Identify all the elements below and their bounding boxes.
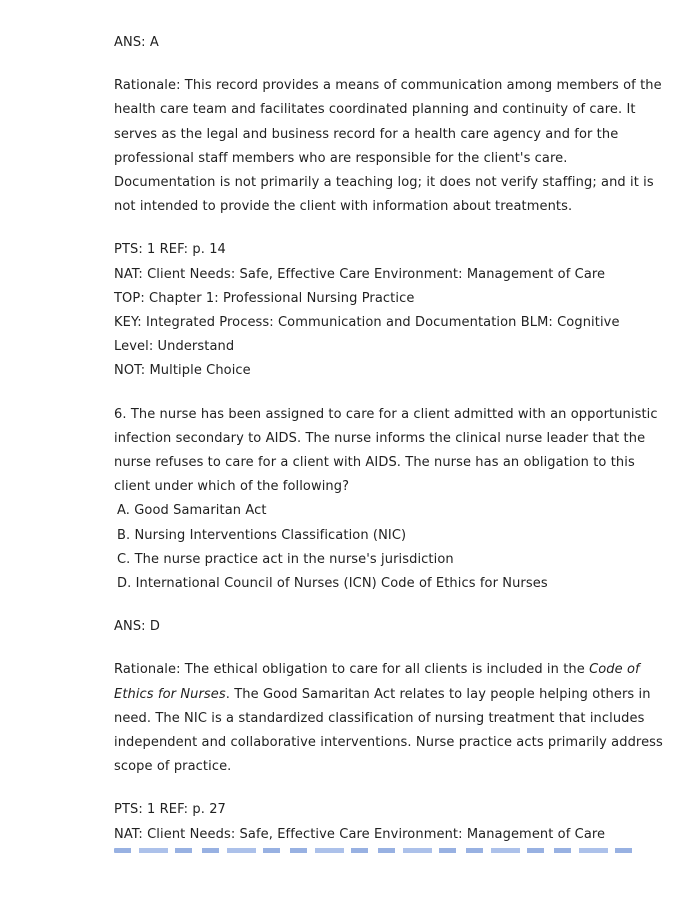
italic-text: Ethics for Nurses [114, 686, 226, 702]
document-content [114, 31, 663, 853]
plain-text: Rationale: The ethical obligation to care for all clients is included in the [114, 662, 590, 678]
text-line: A. Good Samaritan Act [117, 503, 267, 519]
text-line: professional staff members who are responsible for the client's care. [114, 150, 568, 166]
text-line: client under which of the following? [114, 479, 350, 495]
text-line [114, 683, 651, 707]
text-line: health care team and facilitates coordinated planning and continuity of care. It [114, 102, 636, 118]
text-line: KEY: Integrated Process: Communication and Documentation BLM: Cognitive [114, 315, 620, 331]
plain-text: . The Good Samaritan Act relates to lay people helping others in [225, 686, 651, 702]
text-line: NOT: Multiple Choice [114, 363, 251, 379]
text-line: 6. The nurse has been assigned to care for a client admitted with an opportunistic [114, 406, 658, 422]
text-line: infection secondary to AIDS. The nurse informs the clinical nurse leader that the [114, 430, 646, 446]
text-line: scope of practice. [114, 759, 232, 775]
answer-line-previous-question [114, 31, 638, 55]
cutoff-blue-text-fragment [114, 848, 635, 853]
text-line [114, 658, 638, 682]
text-line: TOP: Chapter 1: Professional Nursing Practice [114, 290, 415, 306]
rationale-previous-question [114, 74, 662, 219]
text-line: need. The NIC is a standardized classification of nursing treatment that includes [114, 710, 645, 726]
text-line: nurse refuses to care for a client with AIDS. The nurse has an obligation to this [114, 455, 635, 471]
metadata-question-6 [114, 798, 638, 846]
text-line: PTS: 1 REF: p. 27 [114, 802, 226, 818]
text-line: Documentation is not primarily a teaching log; it does not verify staffing; and it is [114, 175, 654, 191]
text-line: ANS: A [114, 35, 159, 50]
text-line: ANS: D [114, 619, 160, 635]
italic-text: Code of [589, 662, 640, 678]
text-line: serves as the legal and business record for a health care agency and for the [114, 126, 619, 142]
text-line: NAT: Client Needs: Safe, Effective Care Environment: Management of Care [114, 826, 606, 842]
document-page [114, 31, 663, 853]
question-6-stem [114, 403, 658, 500]
rationale-question-6 [114, 658, 663, 779]
text-line: not intended to provide the client with information about treatments. [114, 199, 573, 215]
metadata-previous-question [114, 238, 638, 383]
text-line: Level: Understand [114, 339, 235, 355]
text-line: D. International Council of Nurses (ICN) Code of Ethics for Nurses [117, 576, 548, 592]
text-line: independent and collaborative interventions. Nurse practice acts primarily address [114, 735, 663, 751]
text-line: Rationale: This record provides a means of communication among members of the [114, 78, 662, 94]
text-line: C. The nurse practice act in the nurse's jurisdiction [117, 551, 454, 567]
text-line: PTS: 1 REF: p. 14 [114, 242, 226, 258]
text-line: B. Nursing Interventions Classification (NIC) [117, 527, 407, 543]
text-line: NAT: Client Needs: Safe, Effective Care Environment: Management of Care [114, 266, 606, 282]
answer-line-question-6 [114, 615, 638, 639]
question-6-options [114, 499, 638, 596]
